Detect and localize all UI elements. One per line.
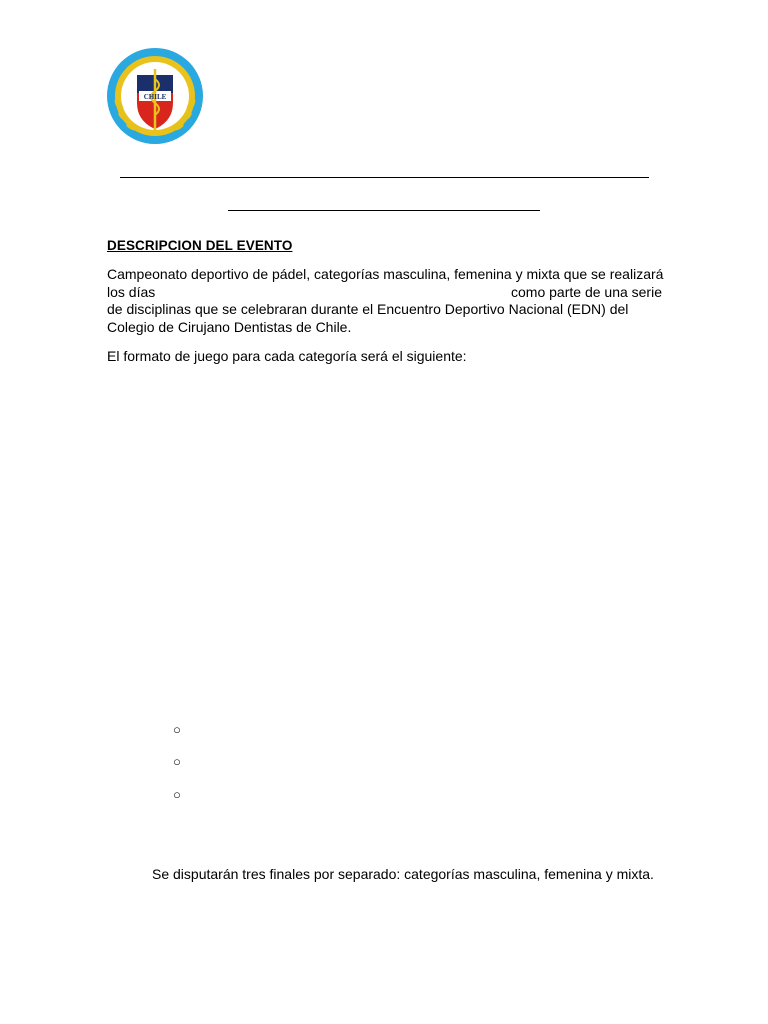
description-line-1-text: Campeonato deportivo de pádel, categorías masculina, femenina y mixta que se realizará: [107, 266, 664, 282]
description-line-3: [107, 301, 662, 319]
list-bullet: ○: [173, 787, 181, 802]
event-description: [107, 266, 662, 336]
description-line-2-right: como parte de una serie: [511, 283, 662, 300]
finals-statement: Se disputarán tres finales por separado: categorías masculina, femenina y mixta.: [152, 866, 654, 882]
list-bullet: ○: [173, 754, 181, 769]
description-line-4-text: Colegio de Cirujano Dentistas de Chile.: [107, 318, 352, 335]
list-bullet: ○: [173, 722, 181, 737]
description-line-4: [107, 319, 662, 337]
college-crest-logo: [105, 45, 205, 147]
format-intro: El formato de juego para cada categoría será el siguiente:: [107, 348, 467, 364]
description-line-2: [107, 284, 662, 302]
description-line-1: [107, 266, 662, 284]
blank-line-subtitle: [228, 210, 540, 211]
description-line-2-left: los días: [107, 283, 156, 300]
blank-line-title: [120, 177, 649, 178]
svg-text:CHILE: CHILE: [143, 93, 167, 101]
section-heading: DESCRIPCION DEL EVENTO: [107, 238, 293, 253]
description-line-3-text: de disciplinas que se celebraran durante el Encuentro Deportivo Nacional (EDN) del: [107, 301, 629, 317]
